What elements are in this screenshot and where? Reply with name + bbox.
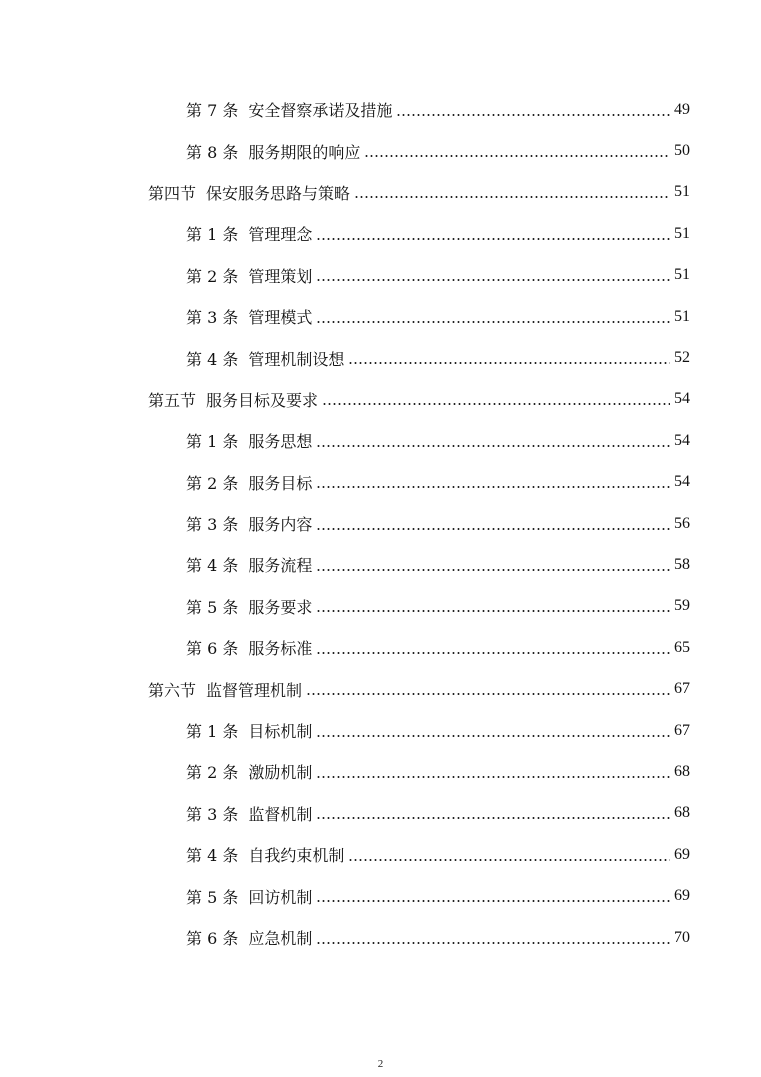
- toc-section-entry[interactable]: [0, 379, 690, 420]
- toc-entry-page: 50: [674, 142, 690, 160]
- toc-section-entry[interactable]: [0, 172, 690, 213]
- toc-entry-title: 服务期限的响应: [248, 142, 361, 162]
- toc-entry-page: 51: [674, 266, 690, 284]
- toc-dot-leader: [316, 734, 670, 738]
- toc-entry-title: 服务要求: [248, 597, 313, 617]
- toc-dot-leader: [316, 527, 670, 531]
- toc-article-entry[interactable]: [0, 544, 690, 585]
- toc-entry-number: 第 3 条: [186, 308, 239, 328]
- toc-article-entry[interactable]: [0, 503, 690, 544]
- toc-entry-page: 56: [674, 514, 690, 532]
- toc-dot-leader: [316, 899, 670, 903]
- toc-entry-page: 69: [674, 887, 690, 905]
- toc-entry-title: 应急机制: [248, 929, 313, 948]
- toc-dot-leader: [316, 568, 670, 572]
- toc-article-entry[interactable]: [0, 89, 690, 130]
- table-of-contents: [0, 89, 761, 958]
- toc-article-entry[interactable]: [0, 751, 690, 792]
- toc-entry-title: 管理机制设想: [248, 349, 345, 369]
- toc-entry-page: 68: [674, 804, 690, 822]
- toc-entry-number: 第 1 条: [186, 722, 239, 742]
- toc-dot-leader: [348, 858, 670, 862]
- toc-dot-leader: [396, 113, 670, 117]
- toc-entry-number: 第 8 条: [186, 142, 239, 162]
- toc-article-entry[interactable]: [0, 213, 690, 254]
- toc-entry-page: 51: [674, 307, 690, 325]
- toc-entry-page: 51: [674, 224, 690, 242]
- toc-dot-leader: [316, 609, 670, 613]
- toc-entry-number: 第 1 条: [186, 225, 239, 245]
- toc-entry-page: 54: [674, 431, 690, 449]
- toc-entry-page: 67: [674, 721, 690, 739]
- toc-entry-page: 54: [674, 473, 690, 491]
- toc-entry-number: 第 6 条: [186, 639, 239, 659]
- toc-dot-leader: [316, 941, 670, 945]
- toc-dot-leader: [316, 775, 670, 779]
- toc-entry-title: 服务思想: [248, 432, 313, 452]
- toc-entry-page: 70: [674, 928, 690, 946]
- toc-entry-title: 服务目标: [248, 473, 313, 493]
- toc-dot-leader: [322, 402, 670, 406]
- toc-entry-number: 第 7 条: [186, 101, 239, 121]
- toc-article-entry[interactable]: [0, 917, 690, 958]
- toc-article-entry[interactable]: [0, 420, 690, 461]
- toc-entry-number: 第 4 条: [186, 556, 239, 576]
- toc-dot-leader: [354, 195, 670, 199]
- toc-entry-title: 管理策划: [248, 266, 313, 286]
- toc-dot-leader: [316, 651, 670, 655]
- toc-entry-number: 第 2 条: [186, 266, 239, 286]
- toc-entry-title: 管理模式: [248, 308, 313, 328]
- toc-entry-page: 67: [674, 680, 690, 698]
- toc-entry-title: 激励机制: [248, 763, 313, 783]
- toc-entry-title: 目标机制: [248, 722, 313, 742]
- toc-dot-leader: [348, 361, 670, 365]
- toc-entry-number: 第 4 条: [186, 349, 239, 369]
- toc-section-entry[interactable]: [0, 668, 690, 709]
- toc-entry-number: 第 3 条: [186, 515, 239, 535]
- toc-entry-title: 回访机制: [248, 887, 313, 907]
- toc-entry-title: 服务内容: [248, 515, 313, 535]
- toc-dot-leader: [316, 444, 670, 448]
- toc-entry-title: 管理理念: [248, 225, 313, 245]
- toc-dot-leader: [316, 237, 670, 241]
- toc-article-entry[interactable]: [0, 462, 690, 503]
- toc-entry-title: 服务目标及要求: [206, 390, 319, 410]
- toc-dot-leader: [306, 692, 670, 696]
- toc-entry-page: 54: [674, 390, 690, 408]
- toc-entry-title: 监督机制: [248, 804, 313, 824]
- toc-entry-number: 第 5 条: [186, 887, 239, 907]
- toc-article-entry[interactable]: [0, 586, 690, 627]
- toc-entry-page: 68: [674, 762, 690, 780]
- toc-dot-leader: [316, 816, 670, 820]
- toc-article-entry[interactable]: [0, 337, 690, 378]
- toc-entry-page: 52: [674, 349, 690, 367]
- toc-article-entry[interactable]: [0, 130, 690, 171]
- toc-entry-page: 69: [674, 845, 690, 863]
- page-number: 2: [377, 1058, 384, 1070]
- toc-article-entry[interactable]: [0, 793, 690, 834]
- toc-entry-page: 65: [674, 638, 690, 656]
- toc-article-entry[interactable]: [0, 834, 690, 875]
- toc-article-entry[interactable]: [0, 255, 690, 296]
- toc-entry-page: 58: [674, 555, 690, 573]
- toc-article-entry[interactable]: [0, 710, 690, 751]
- toc-entry-title: 安全督察承诺及措施: [248, 101, 393, 121]
- toc-entry-title: 自我约束机制: [248, 846, 345, 866]
- toc-dot-leader: [316, 278, 670, 282]
- toc-entry-number: 第 3 条: [186, 804, 239, 824]
- toc-entry-title: 监督管理机制: [206, 680, 303, 700]
- toc-entry-number: 第 2 条: [186, 473, 239, 493]
- toc-article-entry[interactable]: [0, 875, 690, 916]
- toc-entry-number: 第 2 条: [186, 763, 239, 783]
- toc-entry-number: 第 1 条: [186, 432, 239, 452]
- toc-entry-page: 49: [674, 100, 690, 118]
- toc-entry-number: 第 6 条: [186, 929, 239, 948]
- toc-entry-page: 51: [674, 183, 690, 201]
- toc-entry-number: 第 4 条: [186, 846, 239, 866]
- toc-article-entry[interactable]: [0, 296, 690, 337]
- toc-dot-leader: [316, 485, 670, 489]
- toc-entry-number: 第六节: [148, 680, 197, 700]
- toc-dot-leader: [316, 320, 670, 324]
- toc-entry-number: 第五节: [148, 390, 197, 410]
- toc-entry-number: 第 5 条: [186, 597, 239, 617]
- toc-entry-title: 服务流程: [248, 556, 313, 576]
- toc-entry-title: 保安服务思路与策略: [206, 183, 351, 203]
- toc-entry-title: 服务标准: [248, 639, 313, 659]
- toc-dot-leader: [364, 154, 670, 158]
- toc-article-entry[interactable]: [0, 627, 690, 668]
- toc-entry-page: 59: [674, 597, 690, 615]
- toc-entry-number: 第四节: [148, 183, 197, 203]
